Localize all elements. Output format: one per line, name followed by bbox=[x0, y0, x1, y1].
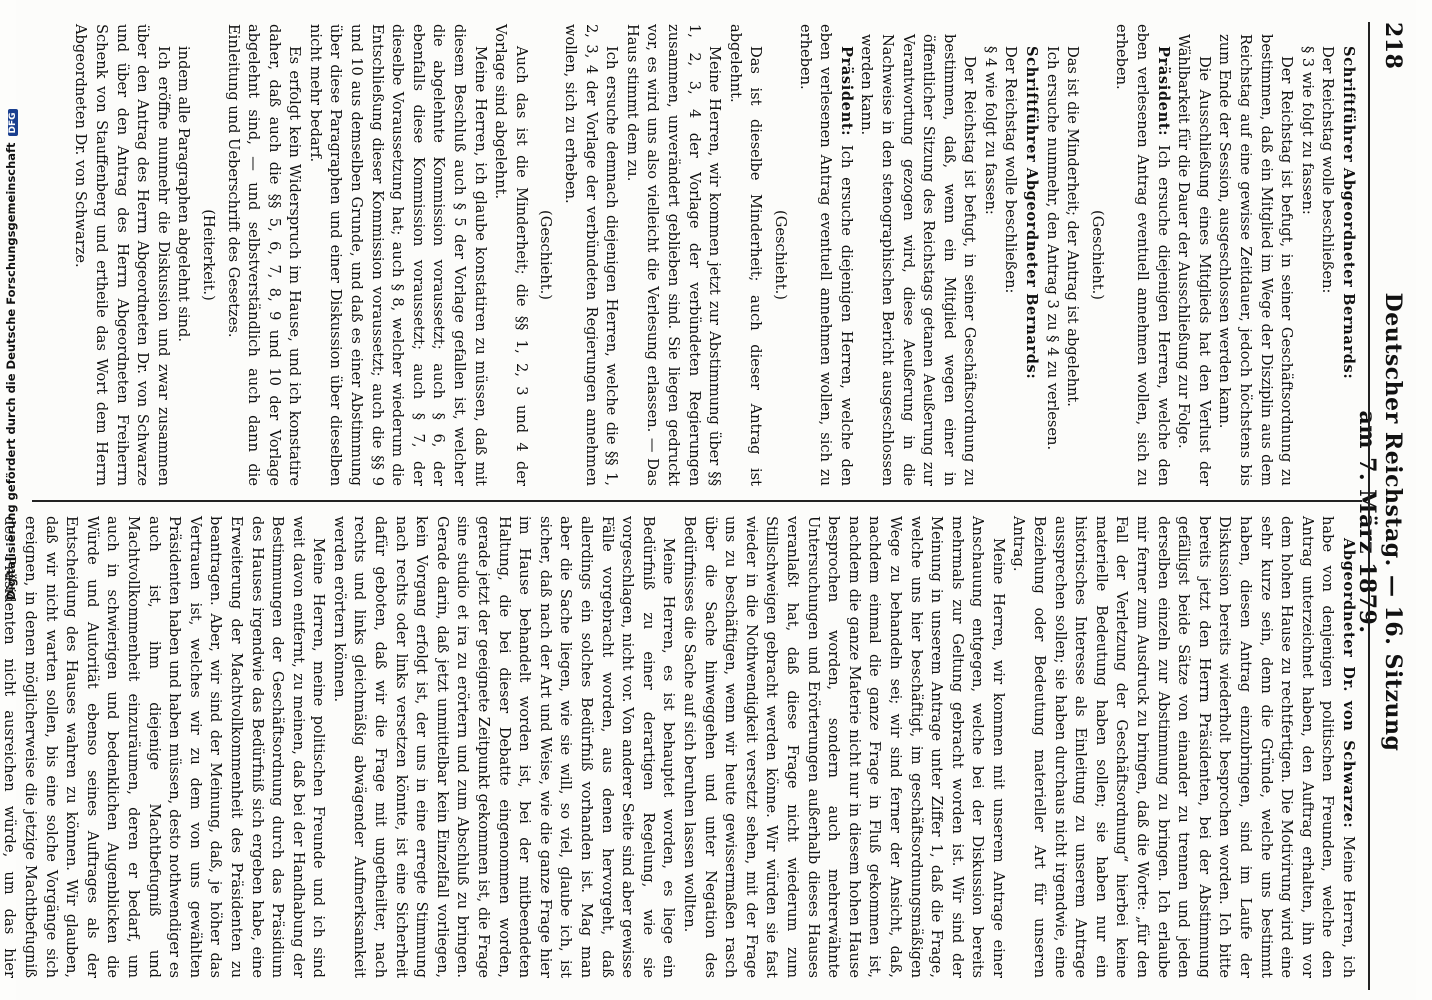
column-divider bbox=[32, 500, 1362, 502]
stage-direction: (Geschieht.) bbox=[771, 210, 789, 300]
motion-text: Die Ausschließung eines Mitglieds hat den Verlust der Wählbarkeit für die Dauer der Ausschließung zur Folge. bbox=[1175, 34, 1213, 486]
left-column bbox=[38, 24, 1358, 486]
digitization-note bbox=[4, 112, 24, 600]
page-title: Deutscher Reichstag. — 16. Sitzung am 7. März 1879. bbox=[1354, 292, 1406, 752]
dfg-logo: DFG bbox=[8, 109, 18, 136]
speaker-name: Schriftführer Abgeordneter Bernards: bbox=[1340, 46, 1357, 380]
paragraph: Meine Herren, es ist behauptet worden, es liege ein Bedürfniß zu einer derartigen Regelung, wie sie vorgeschlagen, nicht vor. Von anderer Seite sind aber gewisse Fälle vorgebracht worden, aus denen hervorgeht, daß allerdings ein solches Bedürfniß vorhanden ist. Mag man aber die Sache liegen, wie sie will, so viel, glaube ich, ist sicher, daß nach der Art und Weise, wie die ganze Frage hier im Hause behandelt worden ist, bei der mitbeendeten Haltung, die bei dieser Debatte eingenommen worden, gerade jetzt der geeignete Zeitpunkt gekommen ist, die Frage sine studio et ira zu erörtern und zum Abschluß zu bringen. Gerade darin, daß jetzt unmittelbar kein Einzelfall vorliegen, kein Vorgang erfolgt ist, der uns in eine erregte Stimmung nach rechts oder links versetzen könnte, ist eine Sicherheit dafür geboten, daß wir die Frage mit ungetheilter, nach rechts und links gleichmäßig abwägender Aufmerksamkeit werden erörtern können. bbox=[330, 516, 678, 979]
speaker-paragraph bbox=[794, 24, 856, 486]
speaker-name: Präsident: bbox=[837, 46, 855, 137]
stage-direction: (Heiterkeit.) bbox=[199, 209, 217, 301]
right-column bbox=[1, 516, 1358, 979]
paragraph: Auch das ist die Minderheit; die §§ 1, 2, 3 und 4 der Vorlage sind abgelehnt. bbox=[492, 24, 530, 486]
digitization-note-text: Digitalisierung gefördert durch die Deutsche Forschungsgemeinschaft bbox=[4, 142, 18, 600]
speaker-paragraph bbox=[1111, 24, 1173, 486]
paragraph: Ich ersuche demnach diejenigen Herren, welche die §§ 1, 2, 3, 4 der Vorlage der verbündeten Regierungen annehmen wollen, sich zu erheben. bbox=[562, 24, 621, 486]
paragraph: indem alle Paragraphen abgelehnt sind. bbox=[175, 46, 193, 342]
speaker-paragraph bbox=[1021, 24, 1042, 486]
motion-text: Der Reichstag ist befugt, in seiner Geschäftsordnung zu bestimmen, daß ein Mitglied im Wege der Disziplin aus dem Reichstag auf eine gewisse Zeitdauer, jedoch höchstens bis zum Ende der Session, ausgeschlossen werden kann. bbox=[1216, 34, 1296, 486]
paragraph: Meine Herren, meine politischen Freunde und ich sind weit davon entfernt, zu meinen, daß bei der Handhabung der Bestimmungen der Geschäftsordnung durch das Präsidium des Hauses irgendwie das Bedürfniß sich ergeben habe, eine Erweiterung der Machtvollkommenheit des Präsidenten zu beantragen. Aber, wir sind der Meinung, daß, je höher das Vertrauen ist, welches wir zu dem von uns gewählten Präsidenten haben und haben müssen, desto nothwendiger es auch ist, ihm diejenige Machtbefugniß und Machtvollkommenheit einzuräumen, deren er bedarf, um auch in schwierigen und bedenklichen Augenblicken die Würde und Autorität ebenso seines Auftrages als der Entscheidung des Hauses wahren zu können. Wir glauben, daß wir nicht warten sollen, bis eine solche Vorgänge sich ereignen, in denen möglicherweise die jetzige Machtbefugniß des Präsidenten nicht ausreichen würde, um das hier bbox=[1, 516, 328, 978]
paragraph: Das ist die Minderheit; der Antrag ist abgelehnt. bbox=[1064, 46, 1082, 407]
speech-text: Ich ersuche diejenigen Herren, welche den eben verlesenen Antrag eventuell annehmen wollen, sich zu erheben. bbox=[1113, 24, 1172, 486]
speech-text: Ich ersuche diejenigen Herren, welche den eben verlesenen Antrag eventuell annehmen wollen, sich zu erheben. bbox=[796, 24, 855, 486]
stage-direction: (Geschieht.) bbox=[1088, 210, 1106, 300]
speaker-name: Abgeordneter Dr. von Schwarze: bbox=[1340, 538, 1357, 829]
paragraph: Es erfolgt kein Widerspruch im Hause, und ich konstatire daher, daß auch die §§ 5, 6, 7, 8, 9 und 10 der Vorlage abgelehnt sind, — und selbstverständlich auch dann die Einleitung und Ueberschrift des Gesetzes. bbox=[224, 24, 304, 486]
paragraph: Ich ersuche nunmehr, den Antrag 3 zu § 4 zu verlesen. bbox=[1043, 46, 1061, 451]
motion-text: Der Reichstag ist befugt, in seiner Geschäftsordnung zu bestimmen, daß, wenn ein Mitglied wegen einer in öffentlicher Sitzung des Reichstags getanen Aeußerung zur Verantwortung gezogen wird, diese Aeußerung in die Nachweise in den stenographischen Bericht ausgeschlossen werden kann. bbox=[858, 34, 979, 486]
paragraph: Meine Herren, wir kommen mit unserem Antrage einer Anschauung entgegen, welche bei der Diskussion bereits mehrmals zur Geltung gebracht worden ist. Wir sind der Meinung in unserem Antrage unter Ziffer 1, daß die Frage, welche uns hier beschäftigt, im geschäftsordnungsmäßigen Wege zu behandeln sei; wir sind ferner der Ansicht, daß, nachdem einmal die ganze Frage in Fluß gekommen ist, nachdem die ganze Materie nicht nur in diesem hohen Hause besprochen worden, sondern auch mehrerwähnte Untersuchungen und Erörterungen außerhalb dieses Hauses veranlaßt hat, daß diese Frage nicht wiederum zum Stillschweigen gebracht werden könne. Wir würden sie fast wieder in die Nothwendigkeit versetzt sehen, mit der Frage uns zu beschäftigen, wenn wir heute gewissermaßen rasch über die Sache hinweggehen und unter Negation des Bedürfnisses die Sache auf sich beruhen lassen wollten. bbox=[681, 516, 1007, 978]
page-header bbox=[1354, 22, 1412, 990]
speech-text: Meine Herren, ich habe von denjenigen politischen Freunden, welche den Antrag unterzeichnet haben, den Auftrag erhalten, ihn vor dem hohen Hause zu rechtfertigen. Die Motivirung wird eine sehr kurze sein, denn die Gründe, welche uns bestimmt haben, diesen Antrag einzubringen, sind im Laufe der Diskussion bereits wiederholt besprochen worden. Ich bitte bereits jetzt den Herrn Präsidenten, bei der Abstimmung gefälligst beide Sätze von einander zu trennen und jeden derselben einzeln zur Abstimmung zu bringen. Ich erlaube mir ferner zum Ausdruck zu bringen, daß die Worte: „für den Fall der Verletzung der Geschäftsordnung“ hierbei keine materielle Bedeutung haben sollen; sie haben nur ein historisches Interesse als Einleitung zu unserem Antrage aussprechen sollen; sie haben durchaus nicht irgendwie, eine Beziehung oder Bedeutung materieller Art für unseren Antrag. bbox=[1010, 516, 1357, 978]
stage-direction: (Geschieht.) bbox=[537, 210, 555, 300]
speaker-paragraph bbox=[1337, 24, 1358, 486]
header-rule bbox=[1368, 22, 1370, 990]
speaker-name: Präsident: bbox=[1154, 46, 1172, 137]
paragraph: § 4 wie folgt zu fassen: bbox=[981, 46, 999, 215]
paragraph: Der Reichstag wolle beschließen: bbox=[1319, 46, 1337, 294]
paragraph: Das ist dieselbe Minderheit; auch dieser Antrag ist abgelehnt. bbox=[726, 24, 765, 486]
speaker-paragraph bbox=[1008, 516, 1358, 978]
page-number: 218 bbox=[1380, 22, 1406, 70]
speaker-name: Schriftführer Abgeordneter Bernards: bbox=[1023, 46, 1041, 380]
paragraph: Ich eröffne nunmehr die Diskussion und zwar zusammen über den Antrag des Herrn Abgeordneten Dr. von Schwarze und über den Antrag des Herrn Abgeordneten Freiherrn Schenk von Stauffenberg und ertheile das Wort dem Herrn Abgeordneten Dr. von Schwarze. bbox=[72, 24, 172, 486]
paragraph: Meine Herren, ich glaube konstatiren zu müssen, daß mit diesem Beschluß auch § 5 der Vorlage gefallen ist, welcher die abgelehnte Kommission voraussetzt; auch § 6, der ebenfalls diese Kommission voraussetzt; auch § 7, der dieselbe Voraussetzung hat; auch § 8, welcher wiederum die Entschließung dieser Kommission voraussetzt; auch die §§ 9 und 10 aus demselben Grunde, und daß es einer Abstimmung über diese Paragraphen und einer Diskussion über dieselben nicht mehr bedarf. bbox=[306, 24, 489, 486]
paragraph: Der Reichstag wolle beschließen: bbox=[1002, 46, 1020, 294]
paragraph: § 3 wie folgt zu fassen: bbox=[1298, 46, 1316, 215]
paragraph: Meine Herren, wir kommen jetzt zur Abstimmung über §§ 1, 2, 3, 4 der Vorlage der verbündeten Regierungen zusammen, unverändert geblieben sind. Sie liegen gedruckt vor, es wird uns also vielleicht die Verlesung erlassen. — Das Haus stimmt dem zu. bbox=[623, 24, 724, 486]
